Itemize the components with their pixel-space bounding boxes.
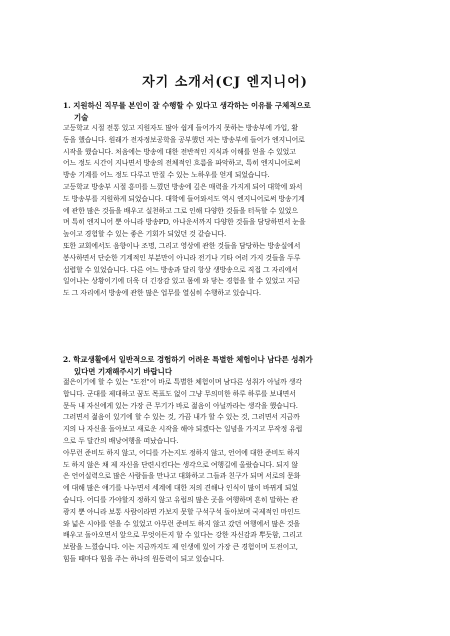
answer-line: 보람을 느꼈습니다. 이는 지금까지도 제 인생에 있어 가장 큰 경험이며 도전이고,	[63, 543, 298, 552]
answer-line: 으로 두 달간의 배낭여행을 떠났습니다.	[63, 436, 179, 445]
answer-line: 또한 교회에서도 음향이나 조명, 그리고 영상에 관한 것들을 담당하는 방송실에서	[63, 241, 301, 250]
answer-line: 합니다. 군대를 제대하고 꿈도 목표도 없이 그냥 무의미한 하루 하루를 보내면서	[63, 389, 296, 398]
answer-paragraph-2	[63, 377, 393, 566]
question-heading-1-line2: 기술	[74, 112, 89, 122]
answer-line: 그러면서 젊음이 있기에 할 수 있는 것, 가끔 내가 할 수 있는 것, 그러면서 지금까	[63, 413, 300, 422]
question-heading-2	[63, 354, 393, 377]
answer-line: 배우고 돌아오면서 앞으로 무엇이든지 할 수 있다는 강한 자신감과 뿌듯함, 그리고	[63, 531, 303, 540]
answer-line: 도 그 자리에서 방송에 관한 많은 업무를 열심히 수행하고 있습니다.	[63, 289, 261, 298]
section-1	[63, 100, 393, 300]
answer-line: 은 언어실력으로 많은 사람들을 만나고 대화하고 그들과 친구가 되며 서로의 문화	[63, 472, 301, 481]
document-title: 자기 소개서(CJ 엔지니어)	[142, 75, 308, 90]
answer-paragraph-1	[63, 123, 393, 300]
question-heading-2-line1: 2. 학교생활에서 일반적으로 경험하기 어려운 특별한 체험이나 남다른 성취가	[63, 355, 313, 364]
answer-line: 광지 뿐 아니라 보통 사람이라면 가보지 못할 구석구석 돌아보며 국제적인 마인드	[63, 507, 301, 516]
answer-line: 어느 정도 시간이 지나면서 방송의 전체적인 흐름을 파악하고, 특히 엔지니어로써	[63, 159, 301, 168]
answer-line: 아무런 준비도 하지 않고, 어디를 가는지도 정하지 않고, 언어에 대한 준비도 하지	[63, 448, 300, 457]
answer-line: 힘들 때마다 힘을 주는 하나의 원동력이 되고 있습니다.	[63, 554, 224, 563]
answer-line: 일어나는 상황이기에 더욱 더 긴장감 있고 몸에 와 닿는 경험을 할 수 있었고 지금	[63, 277, 300, 286]
answer-line: 섭렵할 수 있었습니다. 다른 어느 방송과 달리 항상 생방송으로 직접 그 자리에서	[63, 265, 298, 274]
answer-line: 시작을 했습니다. 처음에는 방송에 대한 전반적인 지식과 이해를 얻을 수 있었고	[63, 147, 296, 156]
answer-line: 도 하지 않은 채 제 자신을 단련시킨다는 생각으로 여행길에 올랐습니다. 되지 않	[63, 460, 298, 469]
answer-line: 높이고 경험할 수 있는 좋은 기회가 되었던 것 같습니다.	[63, 230, 227, 239]
answer-line: 봉사하면서 단순한 기계적인 부분만이 아니라 전기나 기타 여러 가지 것들을 두루	[63, 253, 301, 262]
answer-line: 고등학교 방송부 시절 흥미를 느꼈던 방송에 깊은 매력을 가지게 되어 대학에 와서	[63, 182, 303, 191]
answer-line: 젊은이기에 할 수 있는 "도전"이 바로 특별한 체험이며 남다른 성취가 아닐까 생각	[63, 378, 302, 386]
answer-line: 에 대해 많은 얘기를 나누면서 세계에 대한 저의 견해나 인식이 많이 바뀌게 되었	[63, 484, 298, 493]
section-2	[63, 354, 393, 566]
question-heading-1	[63, 100, 393, 123]
answer-line: 문득 내 자신에게 있는 가장 큰 무기가 바로 젊음이 아닐까라는 생각을 했습니다.	[63, 401, 298, 410]
answer-line: 에 관한 많은 것들을 배우고 실천하고 그로 인해 다양한 것들을 터득할 수 있었으	[63, 206, 298, 215]
question-heading-2-line2: 있다면 기재해주시기 바랍니다	[74, 366, 172, 376]
question-heading-1-line1: 1. 지원하신 직무를 본인이 잘 수행할 수 있다고 생각하는 이유를 구체적으로	[63, 101, 311, 110]
answer-line: 고등학교 시절 전통 있고 지원자도 많아 쉽게 들어가지 못하는 방송부에 가입, 활	[63, 124, 298, 132]
answer-line: 동을 했습니다. 원래가 전자정보공학을 공부했던 저는 방송부에 들어가 엔지니어로	[63, 135, 305, 144]
answer-line: 도 방송부를 지원하게 되었습니다. 대학에 들어와서도 역시 엔지니어로써 방송기계	[63, 194, 305, 203]
answer-line: 며 특히 엔지니어 뿐 아니라 방송PD, 아나운서까지 다양한 것들을 담당하면서 눈을	[63, 218, 306, 227]
answer-line: 와 넓은 시야를 얻을 수 있었고 아무런 준비도 하지 않고 갔던 여행에서 많은 것을	[63, 519, 300, 528]
answer-line: 습니다. 어디를 가야할지 정하지 않고 유럽의 많은 곳을 여행하며 흔히 말하는 관	[63, 495, 298, 504]
answer-line: 방송 기계를 어느 정도 다루고 만질 수 있는 노하우를 얻게 되었습니다.	[63, 171, 270, 180]
answer-line: 지의 나 자신을 돌아보고 새로운 시작을 해야 되겠다는 일념을 가지고 무작정 유럽	[63, 425, 303, 434]
